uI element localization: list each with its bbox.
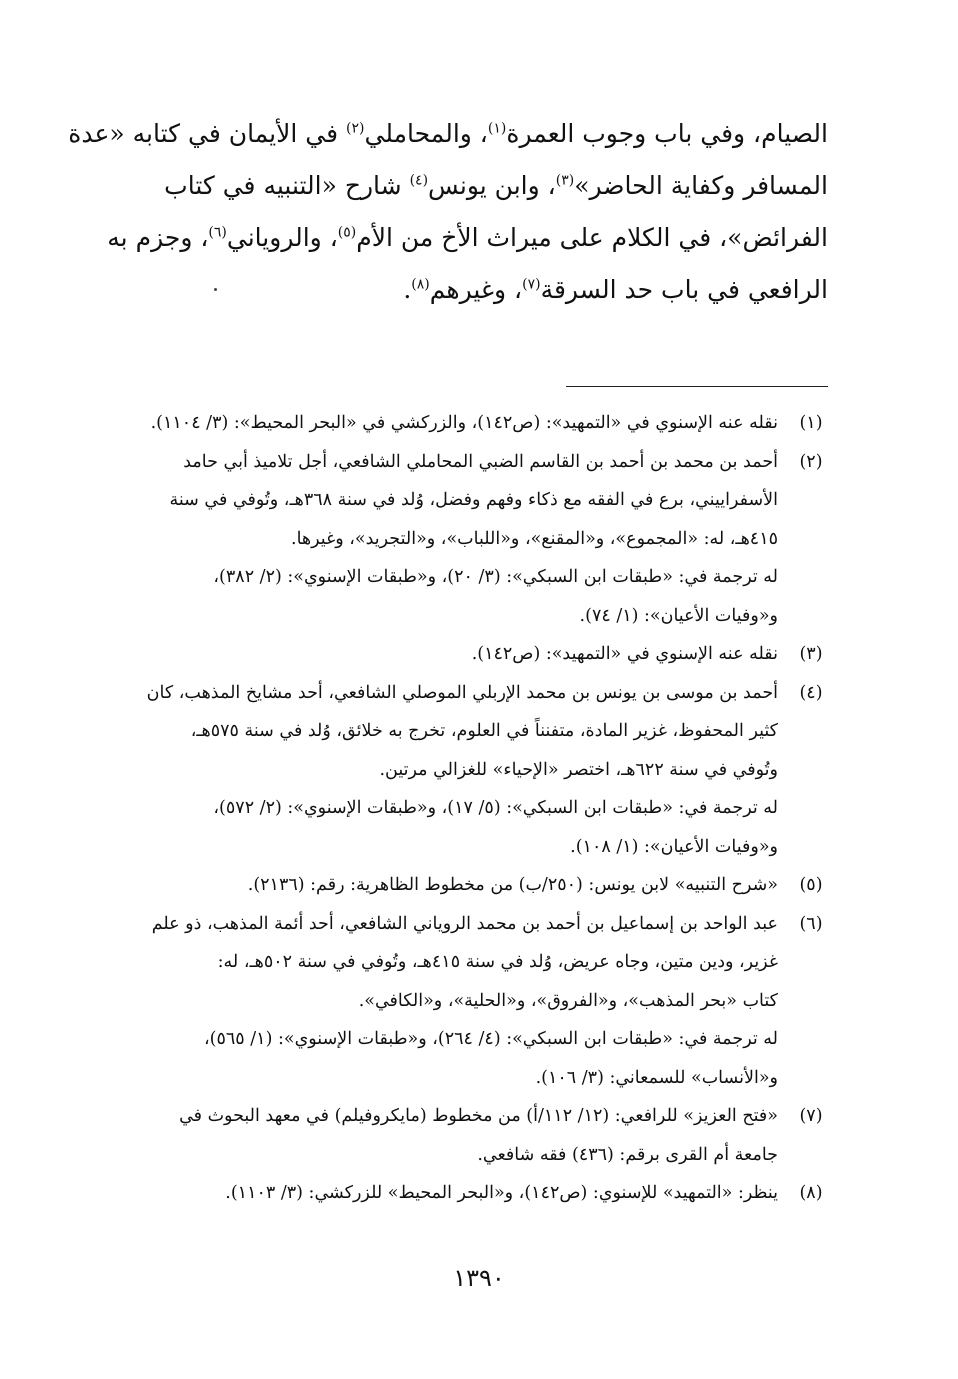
footnote-text-line: له ترجمة في: «طبقات ابن السبكي»: (٣/ ٢٠)، و«طبقات الإسنوي»: (٢/ ٣٨٢)، xyxy=(213,567,778,587)
footnote-number: (٦) xyxy=(799,913,823,934)
footnote xyxy=(120,1097,832,1174)
footnote-text-line: أحمد بن محمد بن أحمد بن القاسم الضبي المحاملي الشافعي، أجل تلاميذ أبي حامد xyxy=(183,451,778,472)
footnote-reference: (٤) xyxy=(409,172,429,189)
footnote-text-line: الأسفراييني، برع في الفقه مع ذكاء وفهم وفضل، وُلد في سنة ٣٦٨هـ، وتُوفي في سنة xyxy=(169,490,778,510)
footnote-text-line: نقله عنه الإسنوي في «التمهيد»: (ص١٤٢)، والزركشي في «البحر المحيط»: (٣/ ١١٠٤). xyxy=(150,413,778,433)
footnote-reference: (٢) xyxy=(346,120,365,137)
footnote-number: (٤) xyxy=(799,682,823,703)
footnote-reference: (٥) xyxy=(337,224,357,241)
footnote-number: (٥) xyxy=(799,875,823,895)
footnote xyxy=(120,443,832,636)
footnote-text-line: «فتح العزيز» للرافعي: (١٢/ ١١٢/أ) من مخطوط (مايكروفيلم) في معهد البحوث في xyxy=(179,1106,778,1126)
footnote-text-line: و«وفيات الأعيان»: (١/ ٧٤). xyxy=(579,605,778,626)
footnote-text-line: «شرح التنبيه» لابن يونس: (٢٥٠/ب) من مخطوط الظاهرية: رقم: (٢١٣٦). xyxy=(247,875,778,895)
footnote-text-line: ينظر: «التمهيد» للإسنوي: (ص١٤٢)، و«البحر المحيط» للزركشي: (٣/ ١١٠٣). xyxy=(225,1183,778,1203)
main-text-line xyxy=(68,108,828,160)
text-run: ، والمحاملي xyxy=(364,119,488,148)
footnote-text-line: نقله عنه الإسنوي في «التمهيد»: (ص١٤٢). xyxy=(471,644,778,664)
text-run: شارح «التنبيه في كتاب xyxy=(164,171,410,200)
footnote-text-line: غزير، ودين متين، وجاه عريض، وُلد في سنة ٤١٥هـ، وتُوفي في سنة ٥٠٢هـ، له: xyxy=(217,952,778,972)
footnote-separator xyxy=(566,386,828,387)
footnote xyxy=(120,1174,832,1213)
footnote xyxy=(120,674,832,867)
footnote-number: (٧) xyxy=(799,1106,823,1126)
footnote-reference: (٣) xyxy=(555,172,575,189)
footnote-number: (١) xyxy=(799,413,823,433)
text-run: الفرائض»، في الكلام على ميراث الأخ من الأم xyxy=(356,223,828,252)
footnote-text-line: و«الأنساب» للسمعاني: (٣/ ١٠٦). xyxy=(535,1067,778,1088)
footnote-number: (٢) xyxy=(799,451,823,472)
ink-speck xyxy=(214,288,217,291)
footnote-text-line: وتُوفي في سنة ٦٢٢هـ، اختصر «الإحياء» للغزالي مرتين. xyxy=(379,759,778,780)
footnote-text-line: ٤١٥هـ، له: «المجموع»، و«المقنع»، و«اللباب»، و«التجريد»، وغيرها. xyxy=(291,528,778,549)
main-paragraph xyxy=(68,108,828,316)
footnote-reference: (٦) xyxy=(208,224,227,241)
text-run: ، وابن يونس xyxy=(428,171,556,200)
page-number: ١٣٩٠ xyxy=(453,1264,505,1292)
text-run: المسافر وكفاية الحاضر» xyxy=(574,171,828,200)
footnote-text-line: جامعة أم القرى برقم: (٤٣٦) فقه شافعي. xyxy=(477,1144,778,1165)
main-text-line xyxy=(128,160,828,212)
footnotes-section xyxy=(120,404,832,1213)
text-run: ، وغيرهم xyxy=(429,275,523,304)
main-text-line xyxy=(128,264,828,316)
footnote-text-line: له ترجمة في: «طبقات ابن السبكي»: (٤/ ٢٦٤)، و«طبقات الإسنوي»: (١/ ٥٦٥)، xyxy=(204,1029,778,1049)
text-run: ، وجزم به xyxy=(107,223,209,252)
footnote xyxy=(120,905,832,1098)
footnote-text-line: له ترجمة في: «طبقات ابن السبكي»: (٥/ ١٧)، و«طبقات الإسنوي»: (٢/ ٥٧٢)، xyxy=(213,798,778,818)
footnote xyxy=(120,635,832,674)
footnote-text-line: كثير المحفوظ، غزير المادة، متفنناً في العلوم، تخرج به خلائق، وُلد في سنة ٥٧٥هـ، xyxy=(190,721,778,741)
text-run: الرافعي في باب حد السرقة xyxy=(540,275,828,304)
footnote-number: (٣) xyxy=(799,644,823,664)
text-run: ، والروياني xyxy=(226,223,338,252)
text-run: الصيام، وفي باب وجوب العمرة xyxy=(506,119,828,148)
footnote-reference: (٨) xyxy=(411,276,430,293)
footnote-text-line: و«وفيات الأعيان»: (١/ ١٠٨). xyxy=(570,836,778,857)
footnote-text-line: أحمد بن موسى بن يونس بن محمد الإربلي الموصلي الشافعي، أحد مشايخ المذهب، كان xyxy=(146,682,778,703)
footnote-reference: (١) xyxy=(487,120,507,137)
footnote xyxy=(120,404,832,443)
text-run: . xyxy=(403,275,412,304)
main-text-line xyxy=(107,212,828,264)
footnote xyxy=(120,866,832,905)
text-run: في الأيمان في كتابه «عدة xyxy=(68,119,347,148)
footnote-reference: (٧) xyxy=(522,276,541,293)
footnote-text-line: كتاب «بحر المذهب»، و«الفروق»، و«الحلية»، و«الكافي». xyxy=(358,990,778,1011)
footnote-number: (٨) xyxy=(799,1183,823,1203)
footnote-text-line: عبد الواحد بن إسماعيل بن أحمد بن محمد الروياني الشافعي، أحد أئمة المذهب، ذو علم xyxy=(151,913,778,934)
